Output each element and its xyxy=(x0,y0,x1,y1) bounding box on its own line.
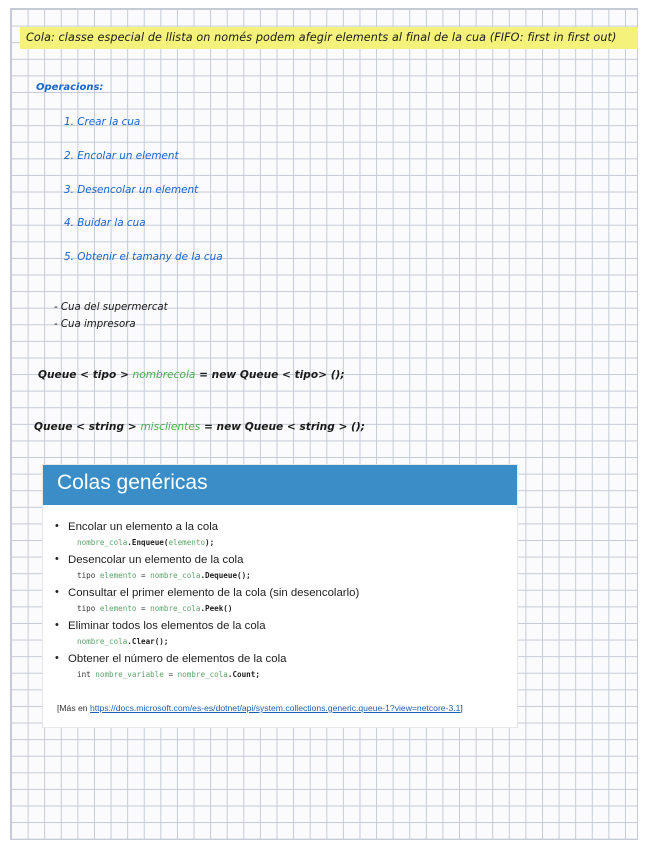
code-token: nombre_cola xyxy=(177,670,228,679)
code-token: int xyxy=(77,670,96,679)
code-token: .Dequeue(); xyxy=(200,571,251,580)
operations-heading: Operacions: xyxy=(36,82,104,93)
bullet-list xyxy=(55,520,515,685)
code-token: elemento xyxy=(99,571,137,580)
code-token: nombre_cola xyxy=(77,637,128,646)
code-token: = xyxy=(136,571,151,580)
code-token: nombre_variable xyxy=(95,670,164,679)
bullet-item xyxy=(55,652,515,682)
note-title: Cola: classe especial de llista on només podem afegir elements al final de la cua (FIFO: first in first out) xyxy=(20,27,638,49)
code-token: = xyxy=(136,604,151,613)
bullet-item xyxy=(55,586,515,616)
bullet-item xyxy=(55,619,515,649)
operation-item: 1. Crear la cua xyxy=(64,116,141,128)
bullet-code xyxy=(68,667,515,682)
more-info xyxy=(57,703,463,713)
bullet-dot-icon: • xyxy=(55,520,59,532)
bullet-dot-icon: • xyxy=(55,586,59,598)
code-token: ); xyxy=(205,538,215,547)
slide-colas-genericas xyxy=(43,465,517,727)
code-2-var: misclientes xyxy=(140,421,201,433)
operation-item: 2. Encolar un element xyxy=(64,150,179,162)
code-token: elemento xyxy=(168,538,206,547)
code-token: nombre_cola xyxy=(150,604,201,613)
bullet-code xyxy=(68,535,515,550)
code-token: .Peek() xyxy=(200,604,233,613)
bullet-label: Obtener el número de elementos de la cola xyxy=(68,653,287,665)
code-token: tipo xyxy=(77,571,100,580)
code-token: elemento xyxy=(99,604,137,613)
bullet-dot-icon: • xyxy=(55,553,59,565)
code-1-rest: = new Queue < tipo> (); xyxy=(199,369,345,381)
code-2-type: Queue < string > xyxy=(34,421,137,433)
code-1-type: Queue < tipo > xyxy=(38,369,129,381)
code-token: .Count; xyxy=(227,670,260,679)
operation-item: 5. Obtenir el tamany de la cua xyxy=(64,251,223,263)
bullet-code xyxy=(68,634,515,649)
code-token: nombre_cola xyxy=(150,571,201,580)
bullet-label: Desencolar un elemento de la cola xyxy=(68,554,244,566)
code-1-var: nombrecola xyxy=(132,369,196,381)
bullet-label: Encolar un elemento a la cola xyxy=(68,521,219,533)
code-token: .Enqueue( xyxy=(127,538,169,547)
operation-item: 3. Desencolar un element xyxy=(64,184,199,196)
bullet-dot-icon: • xyxy=(55,619,59,631)
code-line-1 xyxy=(38,369,345,381)
docs-link[interactable]: https://docs.microsoft.com/es-es/dotnet/api/system.collections.generic.queue-1?view=netcore-3.1 xyxy=(89,703,461,713)
example-item: - Cua del supermercat xyxy=(54,302,168,313)
code-2-rest: = new Queue < string > (); xyxy=(203,421,365,433)
bullet-dot-icon: • xyxy=(55,652,59,664)
slide-header xyxy=(43,465,517,505)
example-item: - Cua impresora xyxy=(54,319,136,330)
bullet-item xyxy=(55,553,515,583)
code-token: tipo xyxy=(77,604,100,613)
code-token: = xyxy=(163,670,178,679)
bullet-item xyxy=(55,520,515,550)
code-token: .Clear(); xyxy=(127,637,169,646)
more-prefix: [Más en xyxy=(57,703,90,713)
bullet-label: Eliminar todos los elementos de la cola xyxy=(68,620,266,632)
slide-title: Colas genéricas xyxy=(57,471,208,494)
bullet-code xyxy=(68,601,515,616)
bullet-code xyxy=(68,568,515,583)
code-line-2 xyxy=(34,421,365,433)
operation-item: 4. Buidar la cua xyxy=(64,217,146,229)
more-suffix: ] xyxy=(460,703,463,713)
code-token: nombre_cola xyxy=(77,538,128,547)
bullet-label: Consultar el primer elemento de la cola (sin desencolarlo) xyxy=(68,587,360,599)
